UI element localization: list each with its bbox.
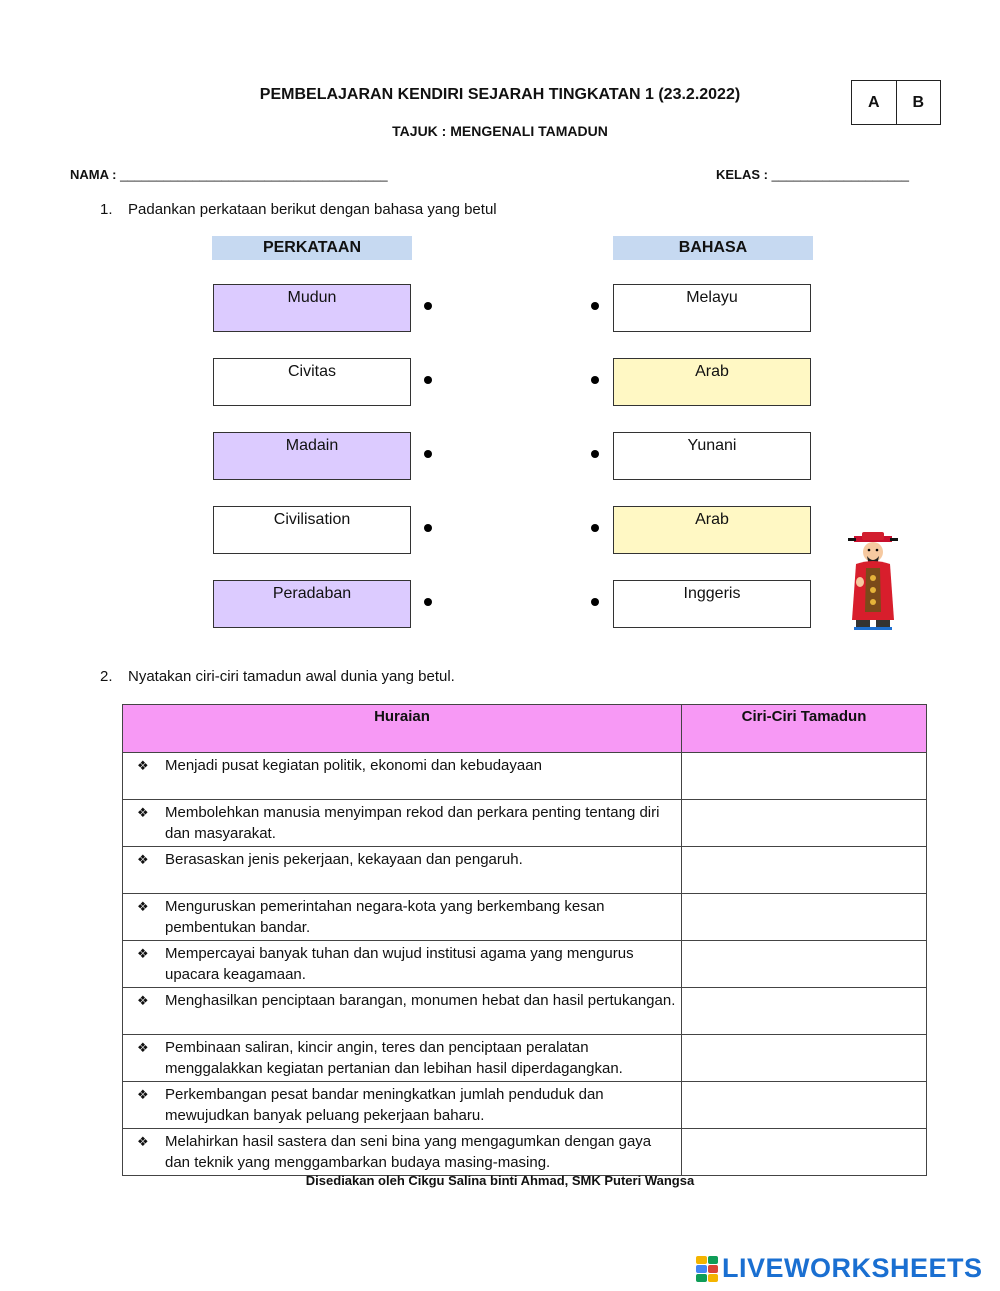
ab-box bbox=[851, 80, 941, 125]
huraian-text: Melahirkan hasil sastera dan seni bina yang mengagumkan dengan gaya dan teknik yang menggambarkan budaya masing-masing. bbox=[165, 1133, 652, 1171]
question-1-number: 1. bbox=[100, 201, 113, 218]
ciri-answer-cell[interactable] bbox=[682, 800, 927, 847]
nama-line bbox=[70, 167, 388, 182]
table-row bbox=[123, 988, 927, 1035]
word-box-melayu[interactable]: Melayu bbox=[613, 284, 811, 332]
ciri-answer-cell[interactable] bbox=[682, 1129, 927, 1176]
diamond-bullet-icon: ❖ bbox=[137, 852, 149, 867]
word-box-yunani[interactable]: Yunani bbox=[613, 432, 811, 480]
huraian-text: Mempercayai banyak tuhan dan wujud institusi agama yang mengurus upacara keagamaan. bbox=[165, 945, 634, 983]
question-2-number: 2. bbox=[100, 668, 113, 685]
diamond-bullet-icon: ❖ bbox=[137, 1040, 149, 1055]
right-match-dot[interactable] bbox=[591, 302, 599, 310]
left-match-dot[interactable] bbox=[424, 598, 432, 606]
table-row bbox=[123, 894, 927, 941]
word-box-mudun[interactable]: Mudun bbox=[213, 284, 411, 332]
huraian-header: Huraian bbox=[123, 705, 682, 753]
huraian-cell bbox=[123, 1129, 682, 1176]
bahasa-header: BAHASA bbox=[613, 236, 813, 260]
table-row bbox=[123, 800, 927, 847]
ciri-answer-cell[interactable] bbox=[682, 941, 927, 988]
ciri-tamadun-table bbox=[122, 704, 927, 1176]
huraian-cell bbox=[123, 800, 682, 847]
question-1-text: Padankan perkataan berikut dengan bahasa yang betul bbox=[128, 201, 497, 218]
table-row bbox=[123, 1082, 927, 1129]
diamond-bullet-icon: ❖ bbox=[137, 993, 149, 1008]
right-match-dot[interactable] bbox=[591, 450, 599, 458]
word-box-arab-1[interactable]: Arab bbox=[613, 358, 811, 406]
table-header-row bbox=[123, 705, 927, 753]
word-box-arab-2[interactable]: Arab bbox=[613, 506, 811, 554]
ciri-answer-cell[interactable] bbox=[682, 894, 927, 941]
word-box-madain[interactable]: Madain bbox=[213, 432, 411, 480]
word-box-peradaban[interactable]: Peradaban bbox=[213, 580, 411, 628]
left-match-dot[interactable] bbox=[424, 524, 432, 532]
huraian-text: Membolehkan manusia menyimpan rekod dan perkara penting tentang diri dan masyarakat. bbox=[165, 804, 660, 842]
nama-label: NAMA : bbox=[70, 167, 117, 182]
left-match-dot[interactable] bbox=[424, 376, 432, 384]
table-row bbox=[123, 753, 927, 800]
huraian-cell bbox=[123, 847, 682, 894]
page-title: PEMBELAJARAN KENDIRI SEJARAH TINGKATAN 1 (23.2.2022) bbox=[259, 86, 741, 103]
huraian-cell bbox=[123, 753, 682, 800]
diamond-bullet-icon: ❖ bbox=[137, 899, 149, 914]
page-subtitle: TAJUK : MENGENALI TAMADUN bbox=[392, 123, 608, 139]
question-2 bbox=[100, 668, 455, 685]
huraian-cell bbox=[123, 988, 682, 1035]
perkataan-header: PERKATAAN bbox=[212, 236, 412, 260]
diamond-bullet-icon: ❖ bbox=[137, 1134, 149, 1149]
left-match-dot[interactable] bbox=[424, 450, 432, 458]
footer-credit: Disediakan oleh Cikgu Salina binti Ahmad, SMK Puteri Wangsa bbox=[305, 1173, 695, 1188]
hat-wing-right bbox=[890, 538, 898, 541]
diamond-bullet-icon: ❖ bbox=[137, 1087, 149, 1102]
huraian-text: Berasaskan jenis pekerjaan, kekayaan dan pengaruh. bbox=[165, 851, 523, 868]
box-b: B bbox=[896, 81, 941, 124]
ciri-answer-cell[interactable] bbox=[682, 988, 927, 1035]
ciri-answer-cell[interactable] bbox=[682, 1082, 927, 1129]
ciri-header: Ciri-Ciri Tamadun bbox=[682, 705, 927, 753]
ciri-answer-cell[interactable] bbox=[682, 1035, 927, 1082]
question-2-text: Nyatakan ciri-ciri tamadun awal dunia yang betul. bbox=[128, 668, 455, 685]
huraian-text: Menguruskan pemerintahan negara-kota yang berkembang kesan pembentukan bandar. bbox=[165, 898, 605, 936]
huraian-cell bbox=[123, 1082, 682, 1129]
diamond-bullet-icon: ❖ bbox=[137, 946, 149, 961]
diamond-bullet-icon: ❖ bbox=[137, 805, 149, 820]
official-character-illustration bbox=[848, 532, 898, 632]
box-a: A bbox=[867, 93, 880, 111]
huraian-cell bbox=[123, 941, 682, 988]
word-box-inggeris[interactable]: Inggeris bbox=[613, 580, 811, 628]
word-box-civitas[interactable]: Civitas bbox=[213, 358, 411, 406]
kelas-input[interactable]: ___________________ bbox=[771, 167, 909, 182]
huraian-cell bbox=[123, 1035, 682, 1082]
kelas-label: KELAS : bbox=[716, 167, 768, 182]
liveworksheets-logo-icon bbox=[696, 1256, 718, 1282]
left-match-dot[interactable] bbox=[424, 302, 432, 310]
huraian-text: Perkembangan pesat bandar meningkatkan jumlah penduduk dan mewujudkan banyak peluang pekerjaan baharu. bbox=[165, 1086, 604, 1124]
word-box-civilisation[interactable]: Civilisation bbox=[213, 506, 411, 554]
ciri-answer-cell[interactable] bbox=[682, 847, 927, 894]
face bbox=[863, 542, 883, 562]
diamond-bullet-icon: ❖ bbox=[137, 758, 149, 773]
right-match-dot[interactable] bbox=[591, 376, 599, 384]
liveworksheets-text: LIVEWORKSHEETS bbox=[722, 1253, 983, 1283]
table-row bbox=[123, 1035, 927, 1082]
right-match-dot[interactable] bbox=[591, 524, 599, 532]
kelas-line bbox=[716, 167, 909, 182]
table-row bbox=[123, 1129, 927, 1176]
huraian-text: Menjadi pusat kegiatan politik, ekonomi dan kebudayaan bbox=[165, 757, 542, 774]
hat-top bbox=[862, 532, 884, 540]
huraian-cell bbox=[123, 894, 682, 941]
huraian-text: Pembinaan saliran, kincir angin, teres dan penciptaan peralatan menggalakkan kegiatan pertanian dan lebihan hasil diperdagangkan. bbox=[165, 1039, 623, 1077]
table-row bbox=[123, 941, 927, 988]
nama-input[interactable]: _____________________________________ bbox=[120, 167, 388, 182]
liveworksheets-brand bbox=[696, 1253, 983, 1284]
right-match-dot[interactable] bbox=[591, 598, 599, 606]
hat-wing-left bbox=[848, 538, 856, 541]
ciri-answer-cell[interactable] bbox=[682, 753, 927, 800]
question-1 bbox=[100, 201, 497, 218]
table-row bbox=[123, 847, 927, 894]
huraian-text: Menghasilkan penciptaan barangan, monumen hebat dan hasil pertukangan. bbox=[165, 992, 676, 1009]
